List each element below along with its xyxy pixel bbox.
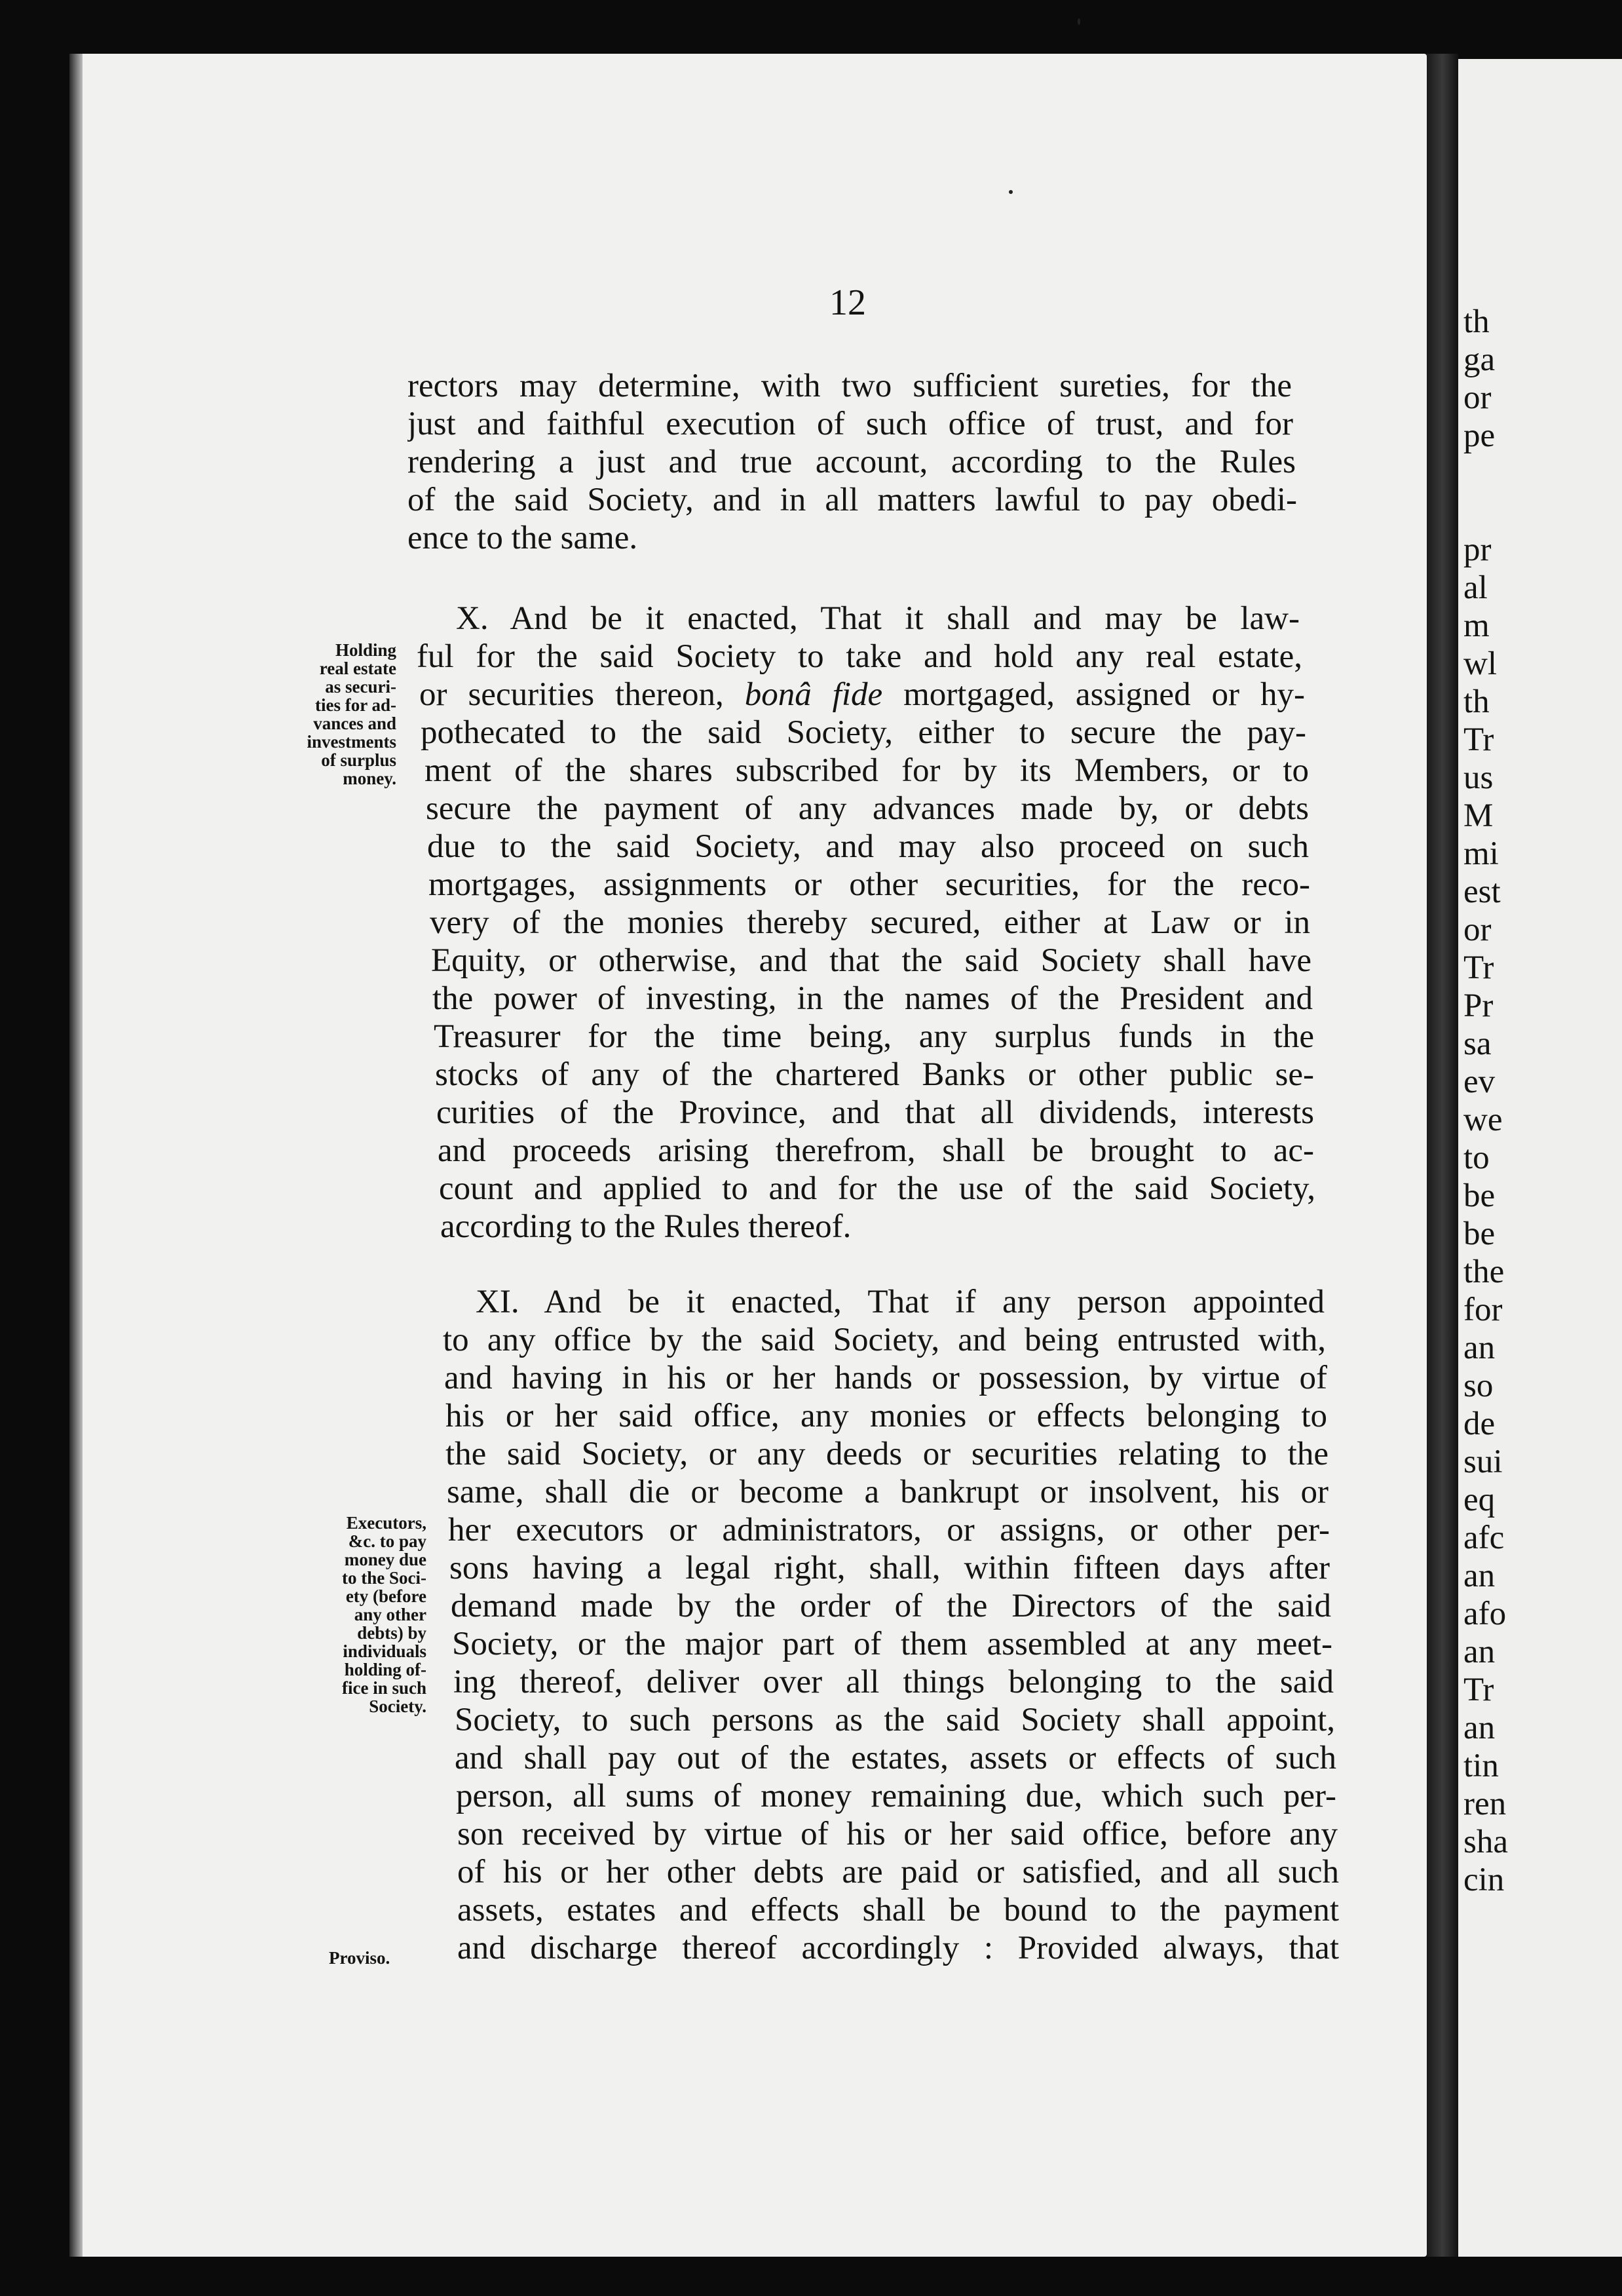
facing-page-text-fragment: us [1463, 759, 1494, 796]
margin-note-line: fice in such [341, 1678, 426, 1698]
text-line: pothecated to the said Society, either to secure the pay- [421, 714, 1306, 751]
facing-page-text-fragment: or [1463, 379, 1492, 416]
margin-note-line: real estate [319, 659, 396, 678]
facing-page-text-fragment: cin [1463, 1862, 1505, 1898]
facing-page-text-fragment: for [1463, 1292, 1503, 1328]
facing-page-text-fragment: eq [1463, 1482, 1496, 1518]
text-line: his or her said office, any monies or effects belonging to [445, 1398, 1327, 1434]
margin-note-proviso: Proviso. [329, 1948, 390, 1968]
text-line: and proceeds arising therefrom, shall be brought to ac- [438, 1132, 1314, 1169]
text-line: ing thereof, deliver over all things belonging to the said [453, 1664, 1334, 1700]
text-line: of his or her other debts are paid or satisfied, and all such [457, 1854, 1339, 1890]
facing-page-text-fragment: al [1463, 569, 1488, 606]
margin-note-line: money due [344, 1550, 426, 1569]
margin-note-line: money. [343, 769, 396, 788]
facing-page-text-fragment: m [1463, 607, 1490, 644]
text-line: Treasurer for the time being, any surplus funds in the [434, 1018, 1314, 1055]
facing-page-text-fragment: sui [1463, 1444, 1503, 1480]
text-line: rendering a just and true account, according to the Rules [407, 444, 1296, 480]
margin-note-line: vances and [313, 714, 396, 733]
text-line: her executors or administrators, or assigns, or other per- [448, 1512, 1330, 1548]
text-line: mortgages, assignments or other securities, for the reco- [428, 866, 1310, 903]
text-line: of the said Society, and in all matters lawful to pay obedi- [407, 482, 1297, 518]
facing-page-text-fragment: pr [1463, 531, 1492, 568]
text-line: XI. And be it enacted, That if any person appointed [476, 1284, 1325, 1320]
facing-page-text-fragment: est [1463, 873, 1501, 910]
facing-page-text-fragment: th [1463, 683, 1490, 720]
margin-note-holding-real-estate [275, 641, 396, 788]
paper-speck [1009, 190, 1013, 194]
text-line: demand made by the order of the Directors of the said [451, 1588, 1331, 1624]
facing-page-fragment [1458, 59, 1622, 2257]
margin-note-line: any other [354, 1605, 426, 1624]
facing-page-text-fragment: wl [1463, 645, 1497, 682]
margin-note-line: holding of- [344, 1660, 426, 1679]
text-line: according to the Rules thereof. [440, 1208, 852, 1245]
facing-page-text-fragment: th [1463, 303, 1490, 340]
facing-page-text-fragment: ga [1463, 341, 1496, 378]
facing-page-text-fragment: Tr [1463, 721, 1494, 758]
text-line: ence to the same. [407, 520, 638, 556]
margin-note-line: of surplus [321, 750, 396, 770]
text-line: and discharge thereof accordingly : Provided always, that [457, 1930, 1339, 1966]
text-line: rectors may determine, with two sufficient sureties, for the [407, 368, 1292, 404]
text-line: the power of investing, in the names of the President and [432, 980, 1313, 1017]
facing-page-text-fragment: or [1463, 911, 1492, 948]
text-line: secure the payment of any advances made by, or debts [426, 790, 1309, 827]
text-line: person, all sums of money remaining due, which such per- [456, 1778, 1336, 1814]
text-line: due to the said Society, and may also proceed on such [427, 828, 1309, 865]
facing-page-text-fragment: afo [1463, 1596, 1507, 1632]
margin-note-line: Society. [369, 1696, 426, 1716]
text-line: or securities thereon, bonâ fide mortgaged, assigned or hy- [419, 676, 1305, 713]
facing-page-text-fragment: afc [1463, 1520, 1505, 1556]
text-line: just and faithful execution of such office of trust, and for [407, 406, 1293, 442]
facing-page-text-fragment: an [1463, 1710, 1496, 1746]
facing-page-text-fragment: sa [1463, 1025, 1492, 1062]
facing-page-text-fragment: tin [1463, 1748, 1499, 1784]
facing-page-text-fragment: pe [1463, 417, 1496, 454]
text-line: stocks of any of the chartered Banks or other public se- [435, 1056, 1314, 1093]
facing-page-text-fragment: be [1463, 1215, 1496, 1252]
text-line: ful for the said Society to take and hold any real estate, [417, 638, 1302, 675]
text-line: to any office by the said Society, and being entrusted with, [443, 1322, 1326, 1358]
facing-page-text-fragment: ev [1463, 1063, 1496, 1100]
facing-page-text-fragment: the [1463, 1253, 1505, 1290]
text-line: same, shall die or become a bankrupt or insolvent, his or [447, 1474, 1329, 1510]
facing-page-text-fragment: an [1463, 1558, 1496, 1594]
margin-note-line: ety (before [345, 1586, 426, 1606]
facing-page-text-fragment: be [1463, 1177, 1496, 1214]
margin-note-line: &c. to pay [348, 1531, 426, 1551]
facing-page-text-fragment: ren [1463, 1786, 1507, 1822]
facing-page-text-fragment: Pr [1463, 987, 1494, 1024]
facing-page-text-fragment: Tr [1463, 1672, 1494, 1708]
text-line: and shall pay out of the estates, assets or effects of such [455, 1740, 1336, 1776]
margin-note-line: to the Soci- [342, 1568, 426, 1588]
text-line: ment of the shares subscribed for by its Members, or to [424, 752, 1309, 789]
margin-note-line: Holding [335, 640, 396, 660]
text-line: very of the monies thereby secured, either at Law or in [430, 904, 1310, 941]
paper-speck [1078, 18, 1080, 25]
book-gutter [1427, 54, 1458, 2257]
margin-note-executors [305, 1514, 426, 1715]
facing-page-text-fragment: we [1463, 1101, 1503, 1138]
facing-page-text-fragment: M [1463, 797, 1494, 834]
text-line: assets, estates and effects shall be bound to the payment [457, 1892, 1339, 1928]
text-line: Equity, or otherwise, and that the said Society shall have [431, 942, 1311, 979]
facing-page-text-fragment: to [1463, 1139, 1490, 1176]
margin-note-line: Executors, [346, 1513, 426, 1533]
text-line: Society, to such persons as the said Society shall appoint, [455, 1702, 1335, 1738]
margin-note-line: as securi- [325, 677, 396, 697]
text-line: Society, or the major part of them assembled at any meet- [452, 1626, 1332, 1662]
page-edge-shadow [69, 54, 83, 2257]
facing-page-text-fragment: an [1463, 1634, 1496, 1670]
facing-page-text-fragment: Tr [1463, 949, 1494, 986]
text-line: count and applied to and for the use of the said Society, [439, 1170, 1315, 1207]
facing-page-text-fragment: so [1463, 1368, 1494, 1404]
margin-note-line: investments [307, 732, 396, 752]
margin-note-line: debts) by [357, 1623, 426, 1643]
text-line: sons having a legal right, shall, within fifteen days after [449, 1550, 1330, 1586]
text-line: the said Society, or any deeds or securities relating to the [445, 1436, 1329, 1472]
margin-note-line: ties for ad- [315, 695, 396, 715]
page-number: 12 [829, 282, 866, 323]
text-line: X. And be it enacted, That it shall and may be law- [456, 600, 1300, 637]
facing-page-text-fragment: de [1463, 1406, 1496, 1442]
text-line: and having in his or her hands or possession, by virtue of [444, 1360, 1327, 1396]
facing-page-text-fragment: mi [1463, 835, 1499, 872]
text-line: curities of the Province, and that all dividends, interests [436, 1094, 1314, 1131]
text-line: son received by virtue of his or her said office, before any [457, 1816, 1338, 1852]
facing-page-text-fragment: sha [1463, 1824, 1508, 1860]
margin-note-line: individuals [343, 1641, 426, 1661]
facing-page-text-fragment: an [1463, 1330, 1496, 1366]
